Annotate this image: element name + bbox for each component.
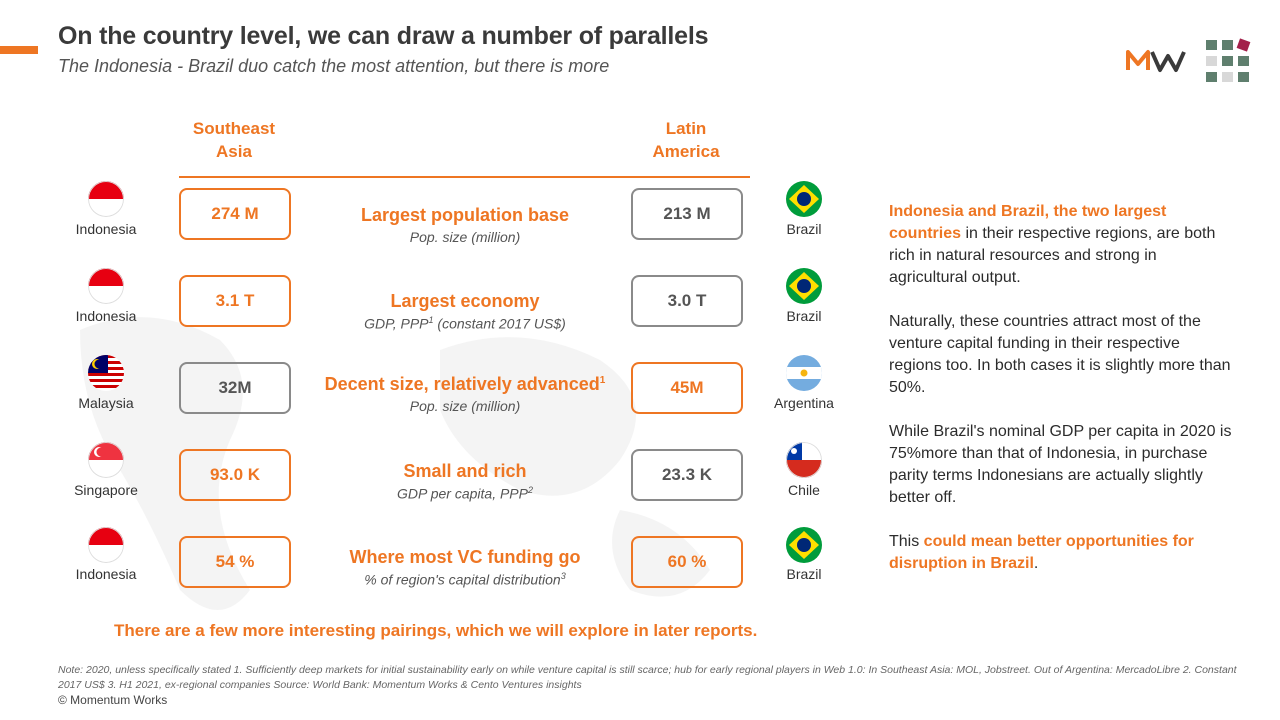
left-country-label: Malaysia (78, 395, 134, 411)
accent-bar (0, 46, 38, 54)
commentary-text: . (1033, 555, 1039, 572)
left-value-box: 274 M (179, 188, 291, 240)
highlight-text: could mean better opportunities for disruption in Brazil (889, 533, 1194, 572)
metric-subtitle (300, 485, 630, 502)
brazil-flag-icon (786, 527, 822, 563)
indonesia-flag-icon (88, 527, 124, 563)
left-country-label: Indonesia (75, 308, 137, 324)
left-country-label: Singapore (74, 482, 138, 498)
highlight-text: Indonesia and Brazil, the two largest countries (889, 203, 1167, 242)
comparison-row (0, 533, 880, 593)
right-value-box: 3.0 T (631, 275, 743, 327)
column-head-line: Southeast (192, 119, 276, 138)
left-country-label: Indonesia (75, 566, 137, 582)
indonesia-flag-icon (88, 268, 124, 304)
right-country-label: Argentina (774, 395, 834, 411)
right-value-box: 23.3 K (631, 449, 743, 501)
right-value-box: 60 % (631, 536, 743, 588)
metric-subtitle-text: (constant 2017 US$) (433, 315, 566, 332)
commentary-text: This (889, 533, 924, 550)
commentary-text: in their respective regions, are both rich in natural resources and strong in agricultural output. (889, 225, 1216, 286)
header-rule (179, 176, 750, 178)
column-head-line: Latin (665, 119, 707, 138)
metric-label (300, 205, 630, 245)
copyright: © Momentum Works (58, 693, 168, 707)
singapore-flag-icon (88, 442, 124, 478)
metric-label (300, 291, 630, 332)
commentary-paragraph: While Brazil's nominal GDP per capita in 2020 is 75%more than that of Indonesia, in purchase parity terms Indonesians are actually slightly better off. (889, 423, 1232, 506)
metric-subtitle: Pop. size (million) (409, 229, 521, 245)
footnote-marker: 3 (560, 571, 566, 581)
left-value-box: 54 % (179, 536, 291, 588)
right-country-label: Brazil (786, 566, 822, 582)
right-value-box: 213 M (631, 188, 743, 240)
comparison-row (0, 446, 880, 506)
metric-label (300, 374, 630, 414)
chile-flag-icon (786, 442, 822, 478)
column-head-latin-america (630, 117, 742, 163)
left-country-label: Indonesia (75, 221, 137, 237)
metric-title-text: Decent size, relatively advanced (324, 374, 600, 394)
footnote-marker: 1 (599, 375, 606, 386)
column-head-line: America (652, 142, 720, 161)
comparison-row (0, 272, 880, 332)
brazil-flag-icon (786, 268, 822, 304)
page-subtitle: The Indonesia - Brazil duo catch the most attention, but there is more (58, 56, 610, 76)
column-head-line: Asia (216, 142, 252, 161)
metric-label (300, 461, 630, 502)
left-value-box: 3.1 T (179, 275, 291, 327)
commentary-panel (889, 201, 1234, 597)
metric-title: Where most VC funding go (349, 547, 581, 567)
right-value-box: 45M (631, 362, 743, 414)
metric-subtitle-text: GDP per capita, PPP (397, 485, 528, 502)
bottom-note: There are a few more interesting pairings, which we will explore in later reports. (114, 621, 758, 640)
column-head-southeast-asia (180, 117, 288, 163)
metric-title: Largest population base (360, 205, 570, 225)
commentary-paragraph (889, 201, 1234, 289)
footnote-marker: 2 (527, 485, 533, 495)
comparison-row (0, 185, 880, 245)
grid-logo (1206, 40, 1250, 82)
right-country-label: Brazil (786, 308, 822, 324)
metric-title (300, 374, 630, 395)
metric-subtitle-text: GDP, PPP (364, 315, 429, 332)
metric-subtitle (300, 571, 630, 588)
momentum-works-logo (1124, 44, 1188, 76)
page-title: On the country level, we can draw a number of parallels (58, 22, 709, 50)
footnote: Note: 2020, unless specifically stated 1. Sufficiently deep markets for initial sustainability early on while venture capital is still scarce; hub for early regional players in Web 1.0: In Southeast Asia: MOL, Jobstreet. Out of Argentina: MercadoLibre 2. Constant 2017 US$ 3. H1 2021, ex-regional companies Source: World Bank: Momentum Works & Cento Ventures insights (58, 664, 1237, 691)
metric-subtitle-text: % of region's capital distribution (364, 571, 561, 588)
brazil-flag-icon (786, 181, 822, 217)
right-country-label: Chile (788, 482, 820, 498)
indonesia-flag-icon (88, 181, 124, 217)
argentina-flag-icon (786, 355, 822, 391)
commentary-paragraph (889, 531, 1234, 575)
right-country-label: Brazil (786, 221, 822, 237)
metric-subtitle: Pop. size (million) (409, 398, 521, 414)
metric-title: Small and rich (403, 461, 527, 481)
left-value-box: 32M (179, 362, 291, 414)
left-value-box: 93.0 K (179, 449, 291, 501)
malaysia-flag-icon (88, 355, 124, 391)
commentary-paragraph: Naturally, these countries attract most of the venture capital funding in their respective regions too. In both cases it is slightly more than 50%. (889, 313, 1231, 396)
metric-subtitle (300, 315, 630, 332)
metric-title: Largest economy (390, 291, 540, 311)
metric-label (300, 547, 630, 588)
footnote-marker: 1 (428, 315, 434, 325)
comparison-row (0, 359, 880, 419)
